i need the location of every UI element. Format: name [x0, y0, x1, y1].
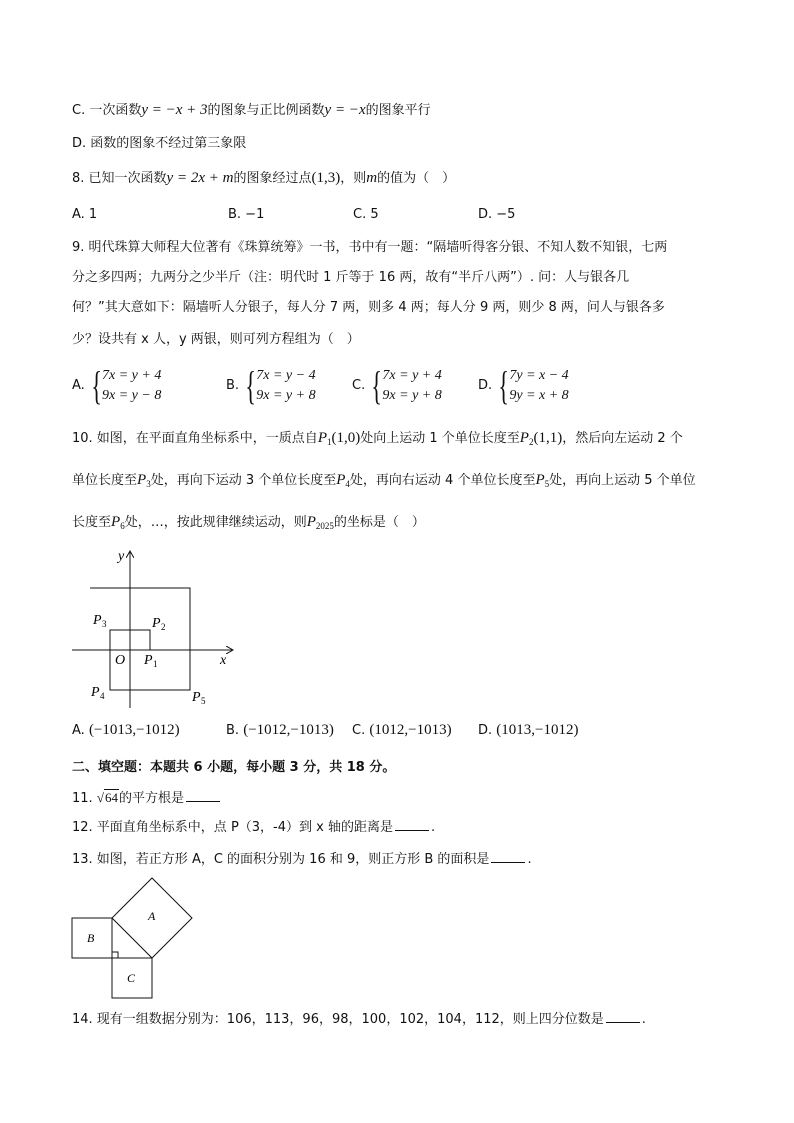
q11-stem	[72, 788, 222, 809]
q9-line-3: 何？”其大意如下：隔墙听人分银子，每人分 7 两，则多 4 两；每人分 9 两，则少 8 两，问人与银各多	[72, 300, 665, 315]
square-b-label: B	[87, 931, 95, 945]
q8-option-a: A. 1	[72, 207, 98, 222]
q9-option-d-label: D.	[478, 378, 493, 393]
q10-p2-sub: 2	[528, 437, 534, 447]
label-p5-sub: 5	[201, 696, 206, 706]
q10-option-b-label: B.	[226, 723, 240, 738]
q10-text: 处，再向下运动 3 个单位长度至	[150, 473, 337, 488]
q9-option-b	[226, 363, 316, 408]
q8-option-b: B. −1	[228, 207, 265, 222]
q7-option-d: D. 函数的图象不经过第三象限	[72, 136, 247, 151]
q9-option-c-eq1: 7x = y + 4	[382, 368, 442, 383]
q7-option-c-eq1: y = −x + 3	[141, 102, 208, 118]
q10-text: 处，再向上运动 5 个单位	[549, 473, 696, 488]
q10-p1-sub: 1	[326, 437, 332, 447]
q10-p5-sub: 5	[544, 479, 550, 489]
label-p1	[143, 653, 158, 669]
q9-option-d-eq2: 9y = x + 8	[509, 388, 569, 403]
q10-text: 处，再向右运动 4 个单位长度至	[349, 473, 536, 488]
q14-answer-blank[interactable]	[606, 1010, 640, 1023]
q10-option-a-label: A.	[72, 723, 85, 738]
q10-p2025-sub: 2025	[315, 521, 334, 531]
q9-option-d	[478, 363, 569, 408]
section-2-text: 分，共	[298, 760, 347, 775]
q8-stem	[72, 168, 455, 189]
q10-line-2	[72, 470, 696, 494]
q12-answer-blank[interactable]	[395, 818, 429, 831]
origin-label: O	[115, 653, 126, 668]
q10-p3: P	[137, 472, 147, 488]
q11-answer-blank[interactable]	[186, 789, 220, 802]
q11-radicand: 64	[104, 790, 118, 805]
q10-text: 处向上运动 1 个单位长度至	[360, 431, 520, 446]
label-p4-name: P	[91, 685, 100, 700]
q8-option-c: C. 5	[353, 207, 379, 222]
q10-text: 单位长度至	[72, 473, 138, 488]
q10-p2: P	[519, 430, 529, 446]
q7-option-c-mid: 的图象与正比例函数	[207, 103, 325, 118]
q10-p6: P	[111, 514, 121, 530]
q7-option-c-text: C. 一次函数	[72, 103, 142, 118]
q14-stem	[72, 1010, 646, 1030]
section-2-text: 二、填空题：本题共	[72, 760, 194, 775]
q10-text: 的坐标是（ ）	[333, 515, 425, 530]
q9-option-b-label: B.	[226, 378, 240, 393]
q10-p3-sub: 3	[146, 479, 151, 489]
label-p3	[92, 613, 107, 629]
q9-option-c-eq2: 9x = y + 8	[382, 388, 442, 403]
q8-post: 的值为（ ）	[377, 171, 456, 186]
q12-text: 12. 平面直角坐标系中，点 P（3，-4）到 x 轴的距离是	[72, 820, 393, 835]
q10-line-1	[72, 428, 683, 452]
q10-p4-sub: 4	[345, 479, 350, 489]
q8-option-d: D. −5	[478, 207, 516, 222]
label-p1-sub: 1	[153, 659, 158, 669]
q10-p5: P	[535, 472, 545, 488]
section-2-total: 18	[346, 760, 365, 775]
label-p4-sub: 4	[100, 691, 105, 701]
q8-mid: 的图象经过点	[233, 171, 312, 186]
q10-text: 处，…，按此规律继续运动，则	[124, 515, 307, 530]
q14-text: 14. 现有一组数据分别为：106，113，96，98，100，102，104，112，则上四分位数是	[72, 1012, 604, 1027]
q10-option-d-value: (1013,−1012)	[496, 722, 579, 738]
right-angle-mark	[112, 952, 118, 958]
q7-option-c-eq2: y = −x	[324, 102, 366, 118]
q10-option-c-value: (1012,−1013)	[369, 722, 452, 738]
brace-icon: {	[245, 363, 256, 408]
brace-icon: {	[498, 363, 510, 408]
q13-answer-blank[interactable]	[491, 850, 525, 863]
q10-p2025: P	[306, 514, 316, 530]
q10-option-a	[72, 720, 180, 741]
q9-option-d-eq1: 7y = x − 4	[509, 368, 569, 383]
q7-option-c	[72, 100, 431, 121]
q7-option-c-post: 的图象平行	[365, 103, 431, 118]
q10-p2-coord: (1,1)	[533, 430, 563, 446]
label-p1-name: P	[144, 653, 153, 668]
spiral-path	[90, 588, 190, 690]
sqrt-icon: √	[96, 790, 104, 805]
label-p2	[151, 616, 166, 632]
section-2-text: 小题，每小题	[202, 760, 290, 775]
q10-option-d-label: D.	[478, 723, 493, 738]
q9-option-a-eq1: 7x = y + 4	[102, 368, 162, 383]
q8-pre: 8. 已知一次函数	[72, 171, 167, 186]
q12-period: .	[430, 820, 436, 835]
q10-text: 长度至	[72, 515, 112, 530]
q13-period: .	[527, 852, 532, 867]
q9-option-b-eq1: 7x = y − 4	[256, 368, 316, 383]
section-2-score: 3	[289, 760, 299, 775]
q8-point: (1,3)	[311, 170, 341, 186]
q10-text: 10. 如图，在平面直角坐标系中，一质点自	[72, 431, 318, 446]
q8-equation: y = 2x + m	[166, 170, 234, 186]
q10-p4: P	[336, 472, 346, 488]
q10-line-3	[72, 512, 425, 536]
q9-option-a-eq2: 9x = y − 8	[102, 388, 162, 403]
q8-mid2: ，则	[340, 171, 367, 186]
q9-option-a-label: A.	[72, 378, 85, 393]
q10-option-b	[226, 720, 334, 741]
q10-option-a-value: (−1013,−1012)	[88, 722, 180, 738]
label-p3-name: P	[93, 613, 102, 628]
q10-text: ，然后向左运动 2 个	[562, 431, 683, 446]
q9-option-a	[72, 363, 162, 408]
label-p3-sub: 3	[102, 619, 107, 629]
square-c-label: C	[127, 971, 136, 985]
q9-line-1: 9. 明代珠算大师程大位著有《珠算统筹》一书，书中有一题：“隔墙听得客分银、不知人数不知银，七两	[72, 240, 668, 255]
label-p5	[191, 690, 206, 706]
q9-line-4: 少？设共有 x 人，y 两银，则可列方程组为（ ）	[72, 332, 360, 347]
q10-option-c	[352, 720, 452, 741]
q10-option-b-value: (−1012,−1013)	[243, 722, 334, 738]
y-axis-label: y	[118, 549, 125, 564]
q12-stem	[72, 818, 435, 838]
section-2-text: 分。	[364, 760, 396, 775]
brace-icon: {	[91, 363, 102, 408]
brace-icon: {	[371, 363, 383, 408]
label-p2-name: P	[152, 616, 161, 631]
label-p5-name: P	[192, 690, 201, 705]
section-2-heading	[72, 758, 395, 778]
q8-var: m	[366, 170, 378, 186]
q9-option-b-eq2: 9x = y + 8	[256, 388, 316, 403]
q11-number: 11.	[72, 791, 97, 806]
q10-option-d	[478, 720, 579, 741]
q9-line-2: 分之多四两；九两分之少半斤（注：明代时 1 斤等于 16 两，故有“半斤八两”）. 问：人与银各几	[72, 270, 630, 285]
q11-text: 的平方根是	[118, 791, 184, 806]
q14-period: .	[641, 1012, 646, 1027]
q10-p1-coord: (1,0)	[331, 430, 361, 446]
label-p2-sub: 2	[161, 622, 166, 632]
square-a-label: A	[148, 909, 156, 923]
q10-p6-sub: 6	[120, 521, 125, 531]
q13-stem	[72, 850, 532, 870]
q9-option-c	[352, 363, 442, 408]
q9-option-c-label: C.	[352, 378, 366, 393]
x-axis-label: x	[220, 653, 227, 668]
q13-squares-figure	[68, 872, 198, 1004]
q13-text: 13. 如图，若正方形 A，C 的面积分别为 16 和 9，则正方形 B 的面积是	[72, 852, 490, 867]
section-2-count: 6	[193, 760, 203, 775]
label-p4	[90, 685, 105, 701]
q10-spiral-figure	[60, 540, 240, 710]
q10-option-c-label: C.	[352, 723, 366, 738]
q10-p1: P	[317, 430, 327, 446]
